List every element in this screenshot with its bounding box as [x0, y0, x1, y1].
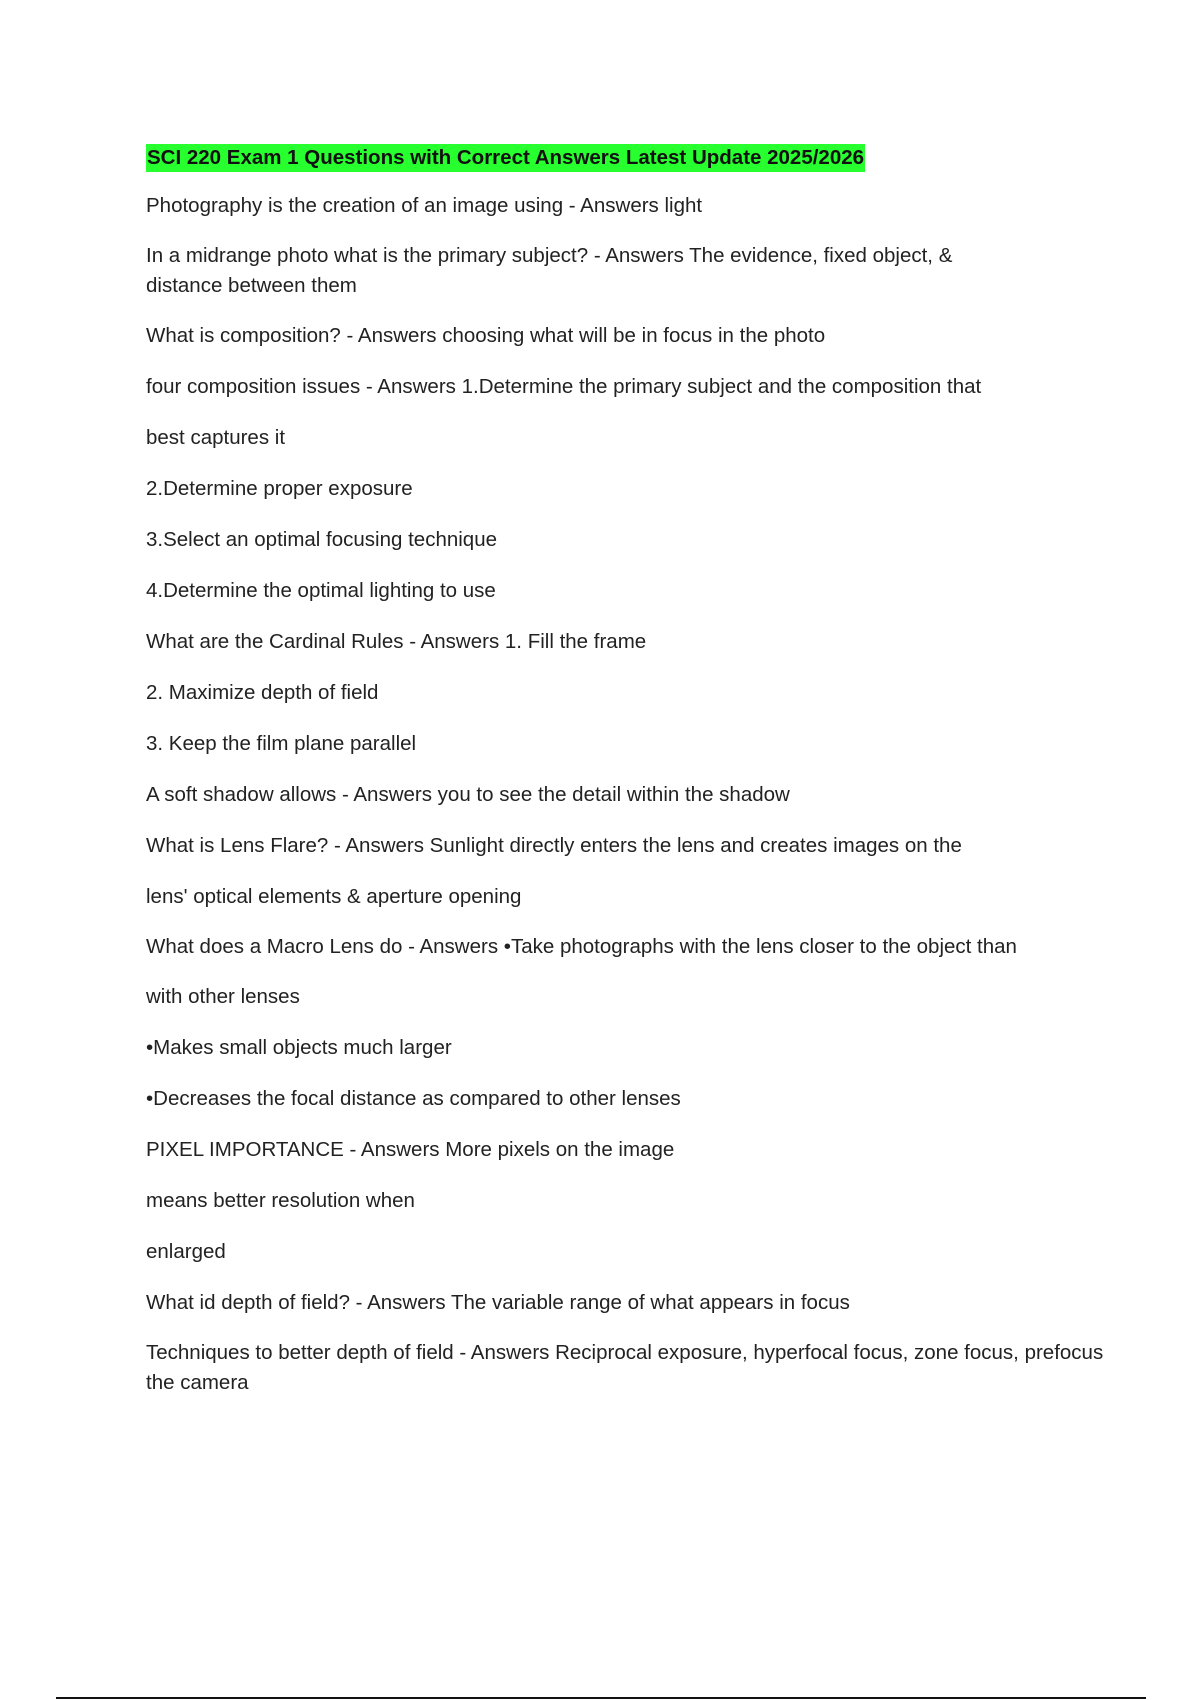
text-line: What is Lens Flare? - Answers Sunlight directly enters the lens and creates images on the [146, 834, 962, 857]
text-line: What does a Macro Lens do - Answers •Take photographs with the lens closer to the object than [146, 935, 1017, 958]
text-line: Photography is the creation of an image using - Answers light [146, 194, 703, 217]
text-line: A soft shadow allows - Answers you to see the detail within the shadow [146, 783, 790, 806]
text-line: best captures it [146, 426, 286, 449]
text-line: 2. Maximize depth of field [146, 681, 379, 704]
document-title: SCI 220 Exam 1 Questions with Correct Answers Latest Update 2025/2026 [146, 144, 865, 172]
text-line: In a midrange photo what is the primary subject? - Answers The evidence, fixed object, & distance between them [146, 244, 959, 297]
text-line: enlarged [146, 1240, 226, 1263]
text-line: 4.Determine the optimal lighting to use [146, 579, 496, 602]
text-line: with other lenses [146, 985, 300, 1008]
text-line: 3. Keep the film plane parallel [146, 732, 417, 755]
text-line: What are the Cardinal Rules - Answers 1. Fill the frame [146, 630, 647, 653]
text-line: means better resolution when [146, 1189, 415, 1212]
text-line: •Decreases the focal distance as compared to other lenses [146, 1087, 681, 1110]
text-line: four composition issues - Answers 1.Determine the primary subject and the composition that [146, 375, 982, 398]
text-line: PIXEL IMPORTANCE - Answers More pixels on the image [146, 1138, 675, 1161]
text-line: •Makes small objects much larger [146, 1036, 452, 1059]
text-line: 3.Select an optimal focusing technique [146, 528, 498, 551]
text-line: What is composition? - Answers choosing what will be in focus in the photo [146, 324, 826, 347]
footer-divider [56, 1697, 1146, 1699]
text-line: Techniques to better depth of field - Answers Reciprocal exposure, hyperfocal focus, zone focus, prefocus the camera [146, 1341, 1109, 1394]
text-line: 2.Determine proper exposure [146, 477, 413, 500]
text-line: What id depth of field? - Answers The variable range of what appears in focus [146, 1291, 850, 1314]
document-body [146, 144, 1109, 1417]
text-line: lens' optical elements & aperture opening [146, 885, 522, 908]
